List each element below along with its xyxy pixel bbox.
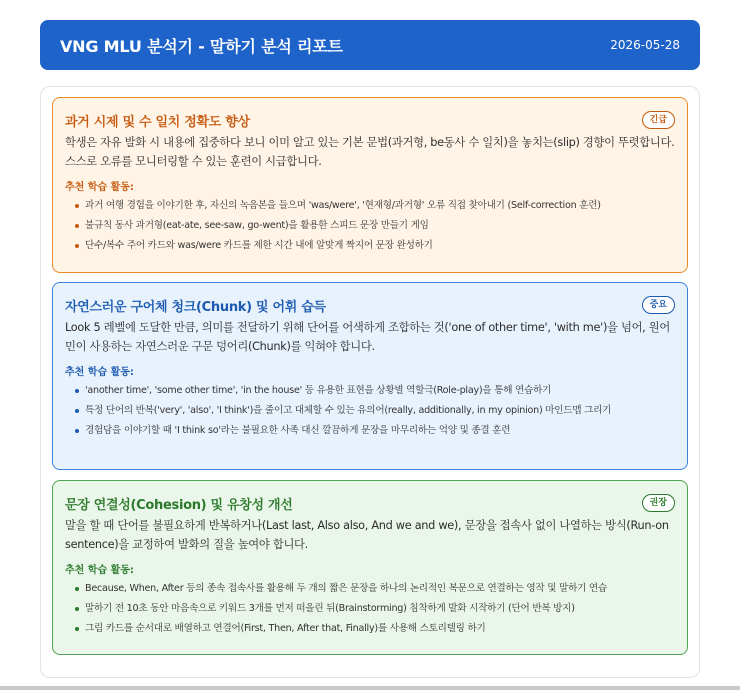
priority-badge: 권장 bbox=[642, 494, 675, 512]
report-title: VNG MLU 분석기 - 말하기 분석 리포트 bbox=[60, 36, 343, 56]
card-title: 자연스러운 구어체 청크(Chunk) 및 어휘 습득 bbox=[65, 299, 326, 315]
priority-badge: 중요 bbox=[642, 296, 675, 314]
report-date: 2026-05-28 bbox=[610, 38, 680, 52]
activity-item: 말하기 전 10초 동안 마음속으로 키워드 3개를 먼저 떠올린 뒤(Brainstorming) 침착하게 발화 시작하기 (단어 반복 방지) bbox=[75, 599, 675, 619]
activity-list bbox=[65, 381, 675, 441]
activity-item: Because, When, After 등의 종속 접속사를 활용해 두 개의 짧은 문장을 하나의 논리적인 복문으로 연결하는 영작 및 말하기 연습 bbox=[75, 579, 675, 599]
activity-item: 불규칙 동사 과거형(eat-ate, see-saw, go-went)을 활용한 스피드 문장 만들기 게임 bbox=[75, 216, 675, 236]
card-title: 과거 시제 및 수 일치 정확도 향상 bbox=[65, 114, 250, 130]
report-header bbox=[40, 20, 700, 70]
activity-item: 경험담을 이야기할 때 'I think so'라는 불필요한 사족 대신 깔끔하게 문장을 마무리하는 억양 및 종결 훈련 bbox=[75, 421, 675, 441]
activity-list bbox=[65, 579, 675, 639]
card-description: Look 5 레벨에 도달한 만큼, 의미를 전달하기 위해 단어를 어색하게 조합하는 것('one of other time', 'with me')을 넘어, 원어민이 사용하는 자연스러운 구문 덩어리(Chunk)를 익혀야 합니다. bbox=[65, 321, 670, 353]
priority-badge: 긴급 bbox=[642, 111, 675, 129]
recommendation-card-cohesion bbox=[52, 480, 688, 655]
activities-label: 추천 학습 활동: bbox=[65, 565, 134, 576]
bottom-divider bbox=[0, 686, 740, 690]
activity-item: 과거 여행 경험을 이야기한 후, 자신의 녹음본을 들으며 'was/were', '현재형/과거형' 오류 직접 찾아내기 (Self-correction 훈련) bbox=[75, 196, 675, 216]
activities-label: 추천 학습 활동: bbox=[65, 182, 134, 193]
activity-item: 그림 카드를 순서대로 배열하고 연결어(First, Then, After that, Finally)를 사용해 스토리텔링 하기 bbox=[75, 619, 675, 639]
card-description: 학생은 자유 발화 시 내용에 집중하다 보니 이미 알고 있는 기본 문법(과거형, be동사 수 일치)을 놓치는(slip) 경향이 뚜렷합니다. 스스로 오류를 모니터링할 수 있는 훈련이 시급합니다. bbox=[65, 136, 675, 168]
card-description: 말을 할 때 단어를 불필요하게 반복하거나(Last last, Also also, And we and we), 문장을 접속사 없이 나열하는 방식(Run-on sentence)을 교정하여 발화의 질을 높여야 합니다. bbox=[65, 519, 669, 551]
recommendation-card-chunk bbox=[52, 282, 688, 470]
card-title: 문장 연결성(Cohesion) 및 유창성 개선 bbox=[65, 497, 293, 513]
activities-label: 추천 학습 활동: bbox=[65, 367, 134, 378]
recommendation-card-grammar bbox=[52, 97, 688, 273]
activity-item: 단수/복수 주어 카드와 was/were 카드를 제한 시간 내에 알맞게 짝지어 문장 완성하기 bbox=[75, 236, 675, 256]
activity-list bbox=[65, 196, 675, 256]
activity-item: 특정 단어의 반복('very', 'also', 'I think')을 줄이고 대체할 수 있는 유의어(really, additionally, in my opinion) 마인드맵 그리기 bbox=[75, 401, 675, 421]
activity-item: 'another time', 'some other time', 'in the house' 등 유용한 표현을 상황별 역할극(Role-play)을 통해 연습하기 bbox=[75, 381, 675, 401]
